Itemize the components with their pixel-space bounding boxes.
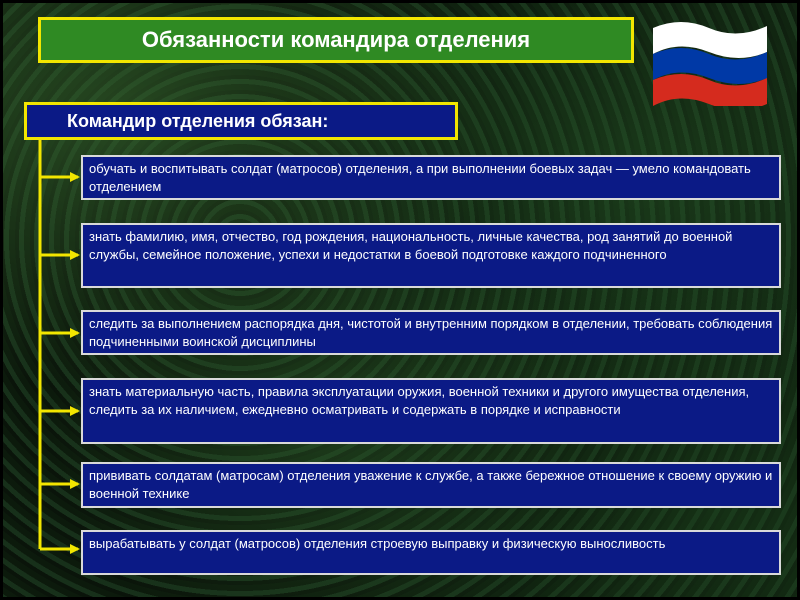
subtitle-box — [24, 102, 458, 140]
duty-item: следить за выполнением распорядка дня, чистотой и внутренним порядком в отделении, требовать соблюдения подчиненными воинской дисциплины — [81, 310, 781, 355]
russian-flag-icon — [649, 18, 771, 106]
duty-item: знать материальную часть, правила эксплуатации оружия, военной техники и другого имущества отделения, следить за их наличием, ежедневно осматривать и содержать в порядке и исправности — [81, 378, 781, 444]
subtitle: Командир отделения обязан: — [67, 110, 329, 131]
slide-title: Обязанности командира отделения — [141, 27, 531, 52]
slide-title-box — [38, 17, 634, 63]
duty-item: вырабатывать у солдат (матросов) отделения строевую выправку и физическую выносливость — [81, 530, 781, 575]
duty-item: обучать и воспитывать солдат (матросов) отделения, а при выполнении боевых задач — умело командовать отделением — [81, 155, 781, 200]
duty-item: прививать солдатам (матросам) отделения уважение к службе, а также бережное отношение к своему оружию и военной технике — [81, 462, 781, 508]
duty-item: знать фамилию, имя, отчество, год рождения, национальность, личные качества, род занятий до военной службы, семейное положение, успехи и недостатки в боевой подготовке каждого подчиненного — [81, 223, 781, 288]
